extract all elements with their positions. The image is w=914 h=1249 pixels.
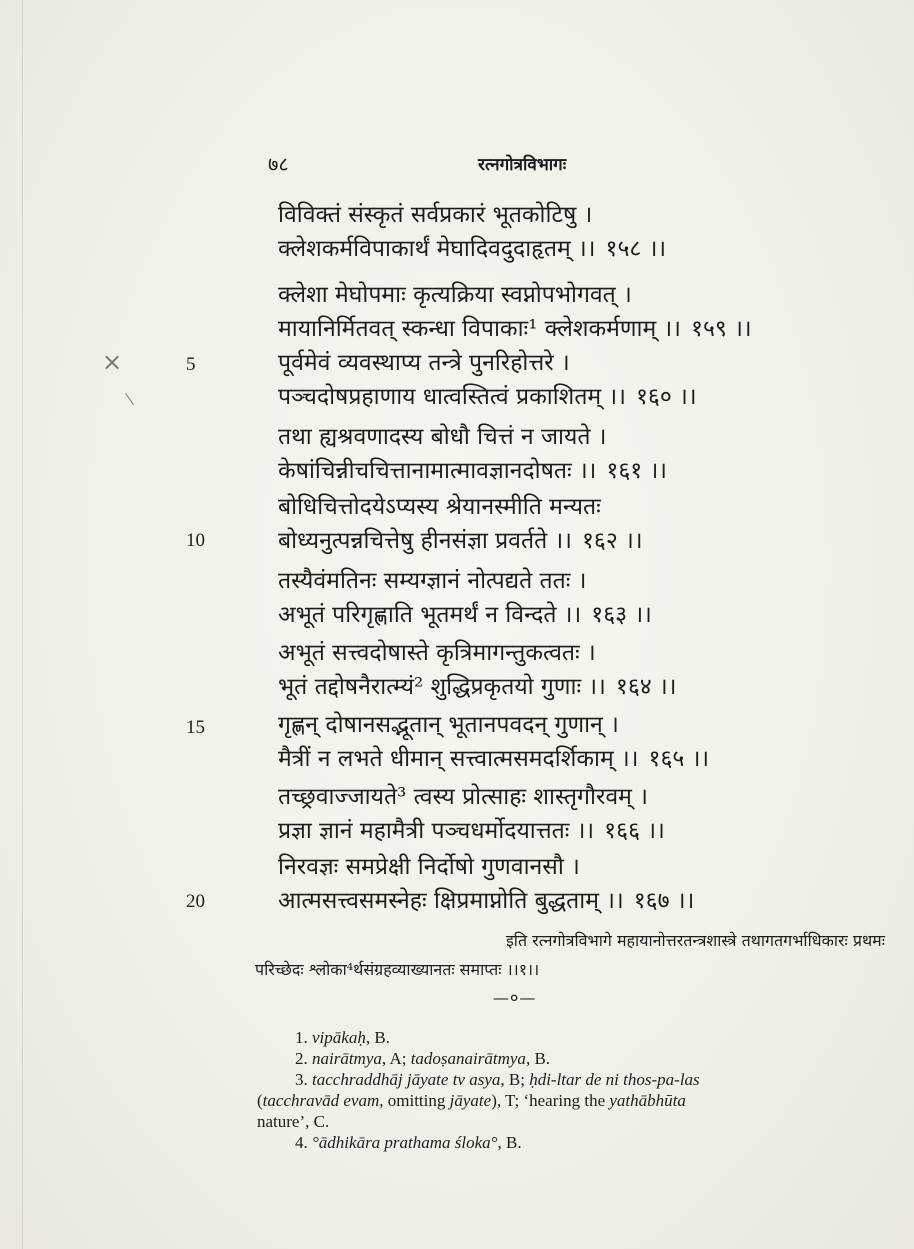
verse-166	[278, 780, 878, 848]
verse-165	[278, 708, 878, 776]
verse-text: आत्मसत्त्वसमस्नेहः क्षिप्रमाप्नोति बुद्धताम् ।।	[278, 888, 624, 914]
footnote-text: ), T; ‘hearing the	[491, 1091, 610, 1110]
footnote-text: , B.	[525, 1049, 551, 1068]
footnote-number: 2.	[295, 1049, 308, 1068]
verse-number: १६२ ।।	[581, 528, 643, 554]
verse-line	[278, 312, 878, 346]
verse-text: प्रज्ञा ज्ञानं महामैत्री पञ्चधर्मोदयात्ततः ।।	[278, 818, 595, 844]
verse-line	[278, 598, 878, 632]
running-title: रत्नगोत्रविभागः	[478, 155, 567, 175]
verse-line: विविक्तं संस्कृतं सर्वप्रकारं भूतकोटिषु ।	[278, 202, 593, 228]
footnote-text: , B.	[497, 1133, 522, 1152]
verse-line: बोधिचित्तोदयेऽप्यस्य श्रेयानस्मीति मन्यतः	[278, 494, 601, 520]
verse-line	[278, 454, 878, 488]
verse-line: तथा ह्यश्रवणादस्य बोधौ चित्तं न जायते ।	[278, 424, 607, 450]
footnote-number: 4.	[295, 1133, 308, 1152]
page-header	[0, 150, 914, 180]
footnote-text: (	[257, 1091, 263, 1110]
footnote-italic: ḥdi-ltar de ni thos-pa-las	[529, 1070, 700, 1089]
verse-line	[278, 232, 878, 266]
footnote-italic: tadoṣanairātmya	[410, 1049, 526, 1068]
margin-line-number: 10	[186, 530, 205, 551]
margin-pencil-tick	[125, 393, 134, 405]
footnote-italic: tacchravād evam	[262, 1091, 380, 1110]
verse-text: केषांचिन्नीचचित्तानामात्मावज्ञानदोषतः ।।	[278, 458, 597, 484]
verse-158	[278, 198, 878, 266]
verse-number: १६१ ।।	[606, 458, 668, 484]
verse-text: भूतं तद्दोषनैरात्म्यं² शुद्धिप्रकृतयो गुणाः ।।	[278, 674, 606, 700]
footnote-2	[257, 1048, 847, 1069]
footnote-italic: jāyate	[449, 1091, 492, 1110]
footnote-number: 1.	[295, 1028, 308, 1047]
verse-line	[278, 380, 878, 414]
verse-line	[278, 524, 878, 558]
footnotes	[257, 1027, 847, 1153]
verse-line: तच्छ्रवाज्जायते³ त्वस्य प्रोत्साहः शास्तृगौरवम् ।	[278, 784, 648, 810]
footnote-italic: yathābhūta	[609, 1091, 686, 1110]
verse-line: क्लेशा मेघोपमाः कृत्यक्रिया स्वप्नोपभोगवत् ।	[278, 282, 632, 308]
verse-line	[278, 742, 878, 776]
verse-163	[278, 564, 878, 632]
footnote-3	[257, 1069, 847, 1132]
footnote-number: 3.	[295, 1070, 308, 1089]
footnote-text: nature’, C.	[257, 1112, 330, 1131]
footnote-italic: nairātmya	[312, 1049, 382, 1068]
footnote-text: , omitting	[379, 1091, 450, 1110]
verse-text: बोध्यनुत्पन्नचित्तेषु हीनसंज्ञा प्रवर्तते ।।	[278, 528, 572, 554]
margin-pencil-mark: ×	[102, 348, 123, 376]
footnote-italic: tacchraddhāj jāyate tv asya	[312, 1070, 501, 1089]
section-divider: —०—	[493, 988, 537, 1007]
verse-line	[278, 670, 878, 704]
verse-159	[278, 278, 878, 346]
colophon-line: इति रत्नगोत्रविभागे महायानोत्तरतन्त्रशास्त्रे तथागतगर्भाधिकारः प्रथमः	[505, 931, 885, 950]
verse-line	[278, 814, 878, 848]
footnote-text: , B.	[365, 1028, 390, 1047]
verse-text: मायानिर्मितवत् स्कन्धा विपाकाः¹ क्लेशकर्मणाम् ।।	[278, 316, 681, 342]
verse-number: १६७ ।।	[633, 888, 695, 914]
colophon-line: परिच्छेदः श्लोका⁴र्थसंग्रहव्याख्यानतः समाप्तः ।।१।।	[255, 960, 540, 979]
verse-164	[278, 636, 878, 704]
verse-number: १६४ ।।	[615, 674, 677, 700]
verse-160	[278, 346, 878, 414]
verse-line: तस्यैवंमतिनः सम्यग्ज्ञानं नोत्पद्यते ततः ।	[278, 568, 587, 594]
verse-161	[278, 420, 878, 488]
colophon	[255, 926, 885, 984]
verse-line: गृह्णन् दोषानसद्भूतान् भूतानपवदन् गुणान् ।	[278, 712, 619, 738]
footnote-italic: vipākaḥ	[312, 1028, 366, 1047]
footnote-italic: °ādhikāra prathama śloka°	[312, 1133, 498, 1152]
verse-number: १५८ ।।	[605, 236, 667, 262]
verse-text: अभूतं परिगृह्णाति भूतमर्थं न विन्दते ।।	[278, 602, 582, 628]
verse-text: पञ्चदोषप्रहाणाय धात्वस्तित्वं प्रकाशितम् ।।	[278, 384, 626, 410]
verse-line: अभूतं सत्त्वदोषास्ते कृत्रिमागन्तुकत्वतः ।	[278, 640, 596, 666]
margin-line-number: 20	[186, 891, 205, 912]
verse-line	[278, 884, 878, 918]
verse-text: मैत्रीं न लभते धीमान् सत्त्वात्मसमदर्शिकाम् ।।	[278, 746, 639, 772]
verse-number: १६३ ।।	[591, 602, 652, 628]
footnote-text: , B;	[500, 1070, 530, 1089]
margin-line-number: 5	[186, 354, 196, 375]
verse-number: १६० ।।	[635, 384, 697, 410]
verse-line: पूर्वमेवं व्यवस्थाप्य तन्त्रे पुनरिहोत्तरे ।	[278, 350, 570, 376]
verse-number: १६५ ।।	[648, 746, 710, 772]
verse-text: क्लेशकर्मविपाकार्थं मेघादिवदुदाहृतम् ।।	[278, 236, 596, 262]
verse-number: १५९ ।।	[691, 316, 752, 342]
verse-line: निरवज्ञः समप्रेक्षी निर्दोषो गुणवानसौ ।	[278, 854, 580, 880]
footnote-4	[257, 1132, 847, 1153]
footnote-1	[257, 1027, 847, 1048]
margin-line-number: 15	[186, 717, 205, 738]
verse-167	[278, 850, 878, 918]
page-number: ७८	[268, 152, 289, 176]
page-edge-line	[22, 0, 23, 1249]
footnote-text: , A;	[381, 1049, 411, 1068]
verse-number: १६६ ।।	[604, 818, 665, 844]
verse-162	[278, 490, 878, 558]
